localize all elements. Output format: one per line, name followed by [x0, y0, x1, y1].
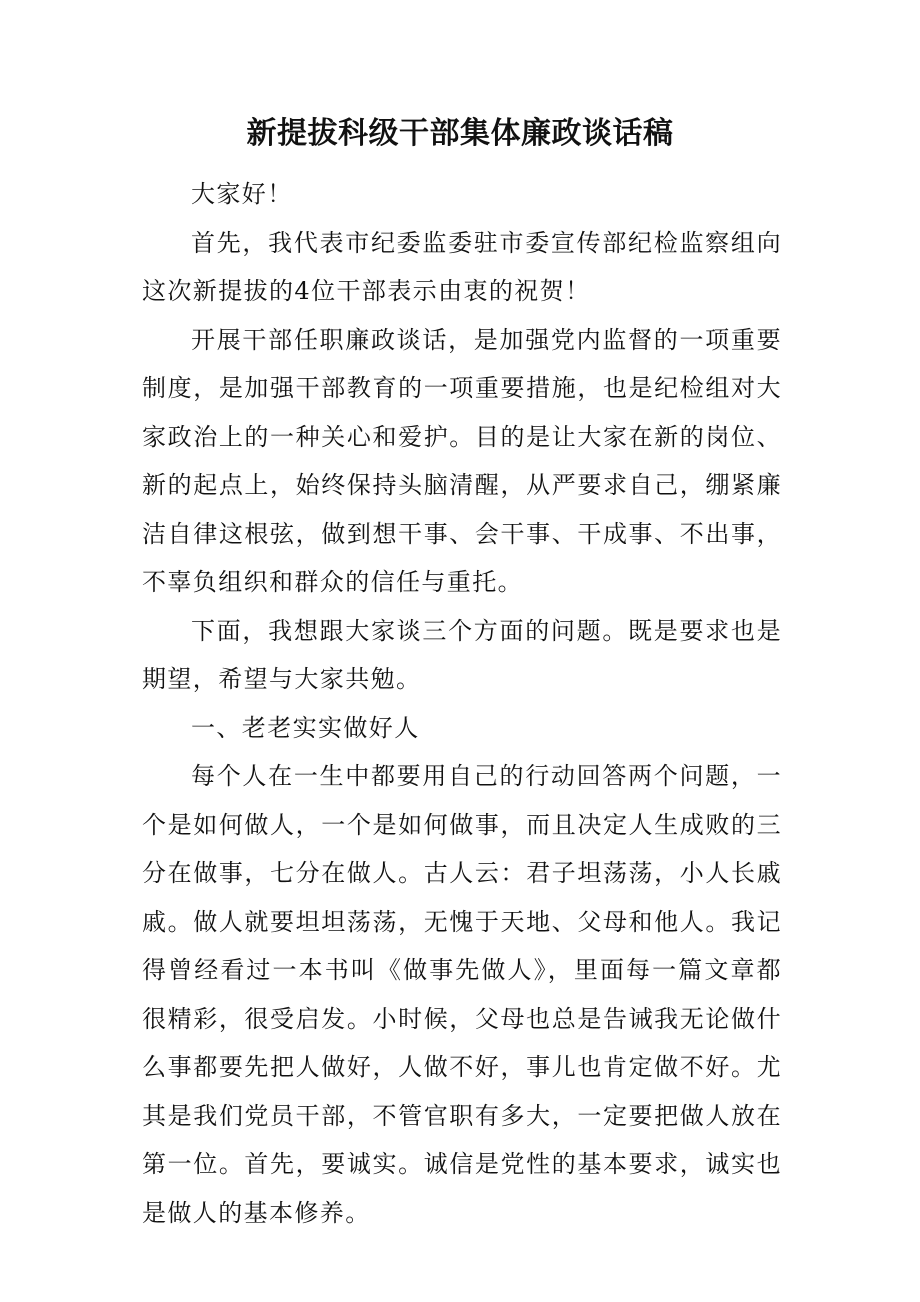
document-body — [142, 170, 782, 1237]
topics-intro-paragraph: 下面，我想跟大家谈三个方面的问题。既是要求也是期望，希望与大家共勉。 — [142, 616, 782, 693]
purpose-paragraph: 开展干部任职廉政谈话，是加强党内监督的一项重要制度，是加强干部教育的一项重要措施，也是纪检组对大家政治上的一种关心和爱护。目的是让大家在新的岗位、新的起点上，始终保持头脑清醒，从严要求自己，绷紧廉洁自律这根弦，做到想干事、会干事、干成事、不出事，不辜负组织和群众的信任与重托。 — [142, 325, 782, 596]
section-heading-1: 一、老老实实做好人 — [191, 713, 420, 742]
document-title: 新提拔科级干部集体廉政谈话稿 — [246, 116, 674, 151]
congratulation-paragraph: 首先，我代表市纪委监委驻市委宣传部纪检监察组向这次新提拔的4位干部表示由衷的祝贺！ — [142, 228, 782, 305]
section-1-paragraph: 每个人在一生中都要用自己的行动回答两个问题，一个是如何做人，一个是如何做事，而且决定人生成败的三分在做事，七分在做人。古人云：君子坦荡荡，小人长戚戚。做人就要坦坦荡荡，无愧于天地、父母和他人。我记得曾经看过一本书叫《做事先做人》，里面每一篇文章都很精彩，很受启发。小时候，父母也总是告诫我无论做什么事都要先把人做好，人做不好，事儿也肯定做不好。尤其是我们党员干部，不管官职有多大，一定要把做人放在第一位。首先，要诚实。诚信是党性的基本要求，诚实也是做人的基本修养。 — [142, 762, 782, 1227]
greeting-paragraph: 大家好！ — [191, 180, 293, 208]
